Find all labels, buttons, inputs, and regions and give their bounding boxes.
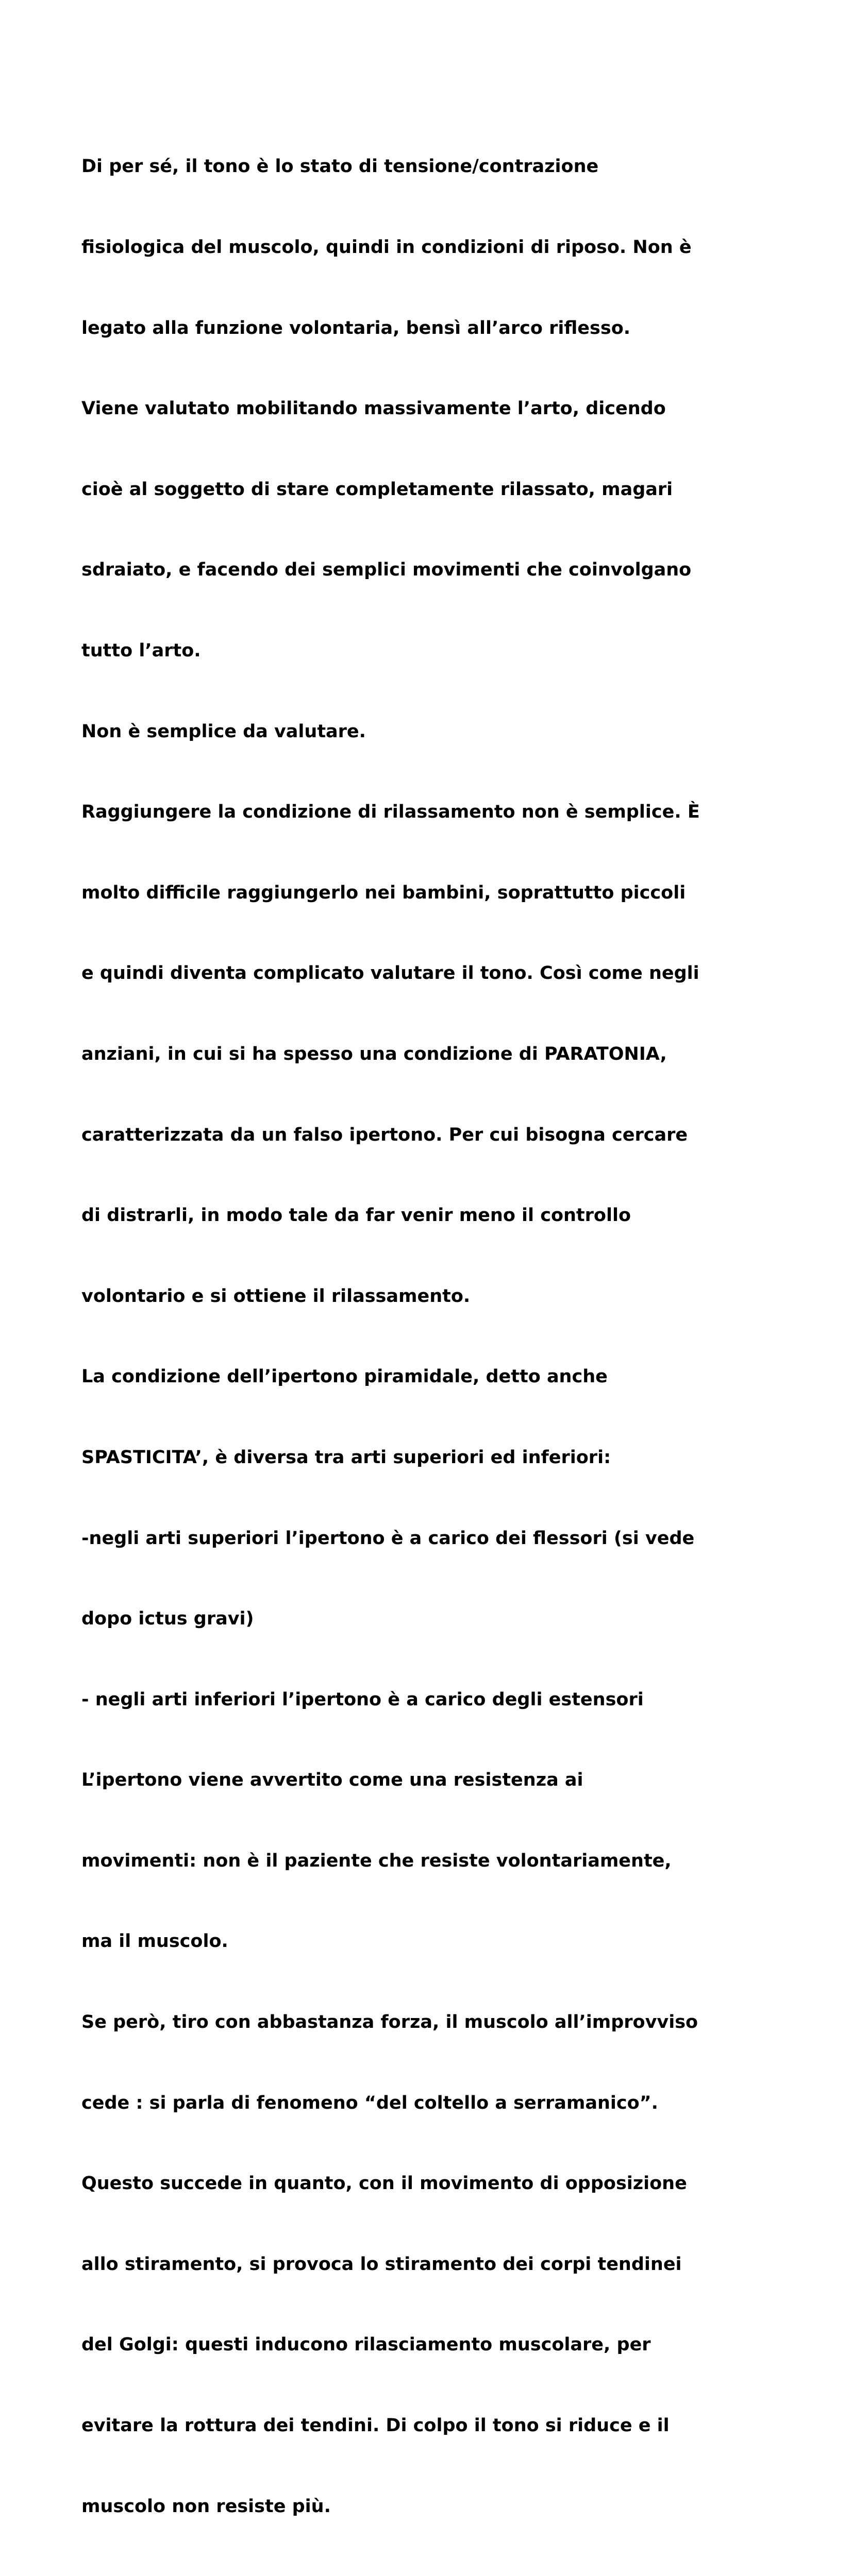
text-line-1: Di per sé, il tono è lo stato di tensione/contrazione: [81, 156, 599, 177]
text-line-29: evitare la rottura dei tendini. Di colpo il tono si riduce e il: [81, 2415, 670, 2436]
text-line-20: - negli arti inferiori l’ipertono è a carico degli estensori: [81, 1689, 644, 1710]
text-line-31: [81, 2573, 813, 2576]
body-text: [81, 99, 813, 2576]
text-line-26: Questo succede in quanto, con il movimento di opposizione: [81, 2173, 687, 2194]
text-line-22: movimenti: non è il paziente che resiste volontariamente,: [81, 1850, 672, 1871]
text-line-11: e quindi diventa complicato valutare il tono. Così come negli: [81, 963, 699, 984]
text-line-23: ma il muscolo.: [81, 1931, 228, 1952]
text-line-28: del Golgi: questi inducono rilasciamento muscolare, per: [81, 2334, 651, 2355]
text-line-17: SPASTICITA’, è diversa tra arti superiori ed inferiori:: [81, 1447, 611, 1468]
text-line-19: dopo ictus gravi): [81, 1608, 254, 1630]
text-line-15: volontario e si ottiene il rilassamento.: [81, 1285, 471, 1307]
text-line-2: fisiologica del muscolo, quindi in condizioni di riposo. Non è: [81, 237, 692, 258]
text-line-12: anziani, in cui si ha spesso una condizione di PARATONIA,: [81, 1043, 667, 1064]
text-line-25: cede : si parla di fenomeno “del coltello a serramanico”.: [81, 2092, 658, 2113]
text-line-14: di distrarli, in modo tale da far venir meno il controllo: [81, 1205, 631, 1226]
text-line-30: muscolo non resiste più.: [81, 2496, 331, 2517]
text-line-5: cioè al soggetto di stare completamente rilassato, magari: [81, 479, 673, 500]
text-line-7: tutto l’arto.: [81, 640, 201, 661]
text-line-4: Viene valutato mobilitando massivamente l’arto, dicendo: [81, 398, 666, 419]
text-line-9: Raggiungere la condizione di rilassamento non è semplice. È: [81, 802, 700, 823]
text-line-16: La condizione dell’ipertono piramidale, detto anche: [81, 1366, 608, 1387]
text-line-24: Se però, tiro con abbastanza forza, il muscolo all’improvviso: [81, 2012, 698, 2033]
text-line-13: caratterizzata da un falso ipertono. Per cui bisogna cercare: [81, 1124, 688, 1145]
text-line-21: L’ipertono viene avvertito come una resistenza ai: [81, 1770, 583, 1791]
text-line-8: Non è semplice da valutare.: [81, 721, 366, 742]
text-line-3: legato alla funzione volontaria, bensì all’arco riflesso.: [81, 317, 631, 338]
text-line-27: allo stiramento, si provoca lo stiramento dei corpi tendinei: [81, 2253, 682, 2275]
text-line-18: -negli arti superiori l’ipertono è a carico dei flessori (si vede: [81, 1528, 695, 1549]
text-line-6: sdraiato, e facendo dei semplici movimenti che coinvolgano: [81, 560, 692, 581]
text-line-10: molto difficile raggiungerlo nei bambini, soprattutto piccoli: [81, 882, 686, 903]
